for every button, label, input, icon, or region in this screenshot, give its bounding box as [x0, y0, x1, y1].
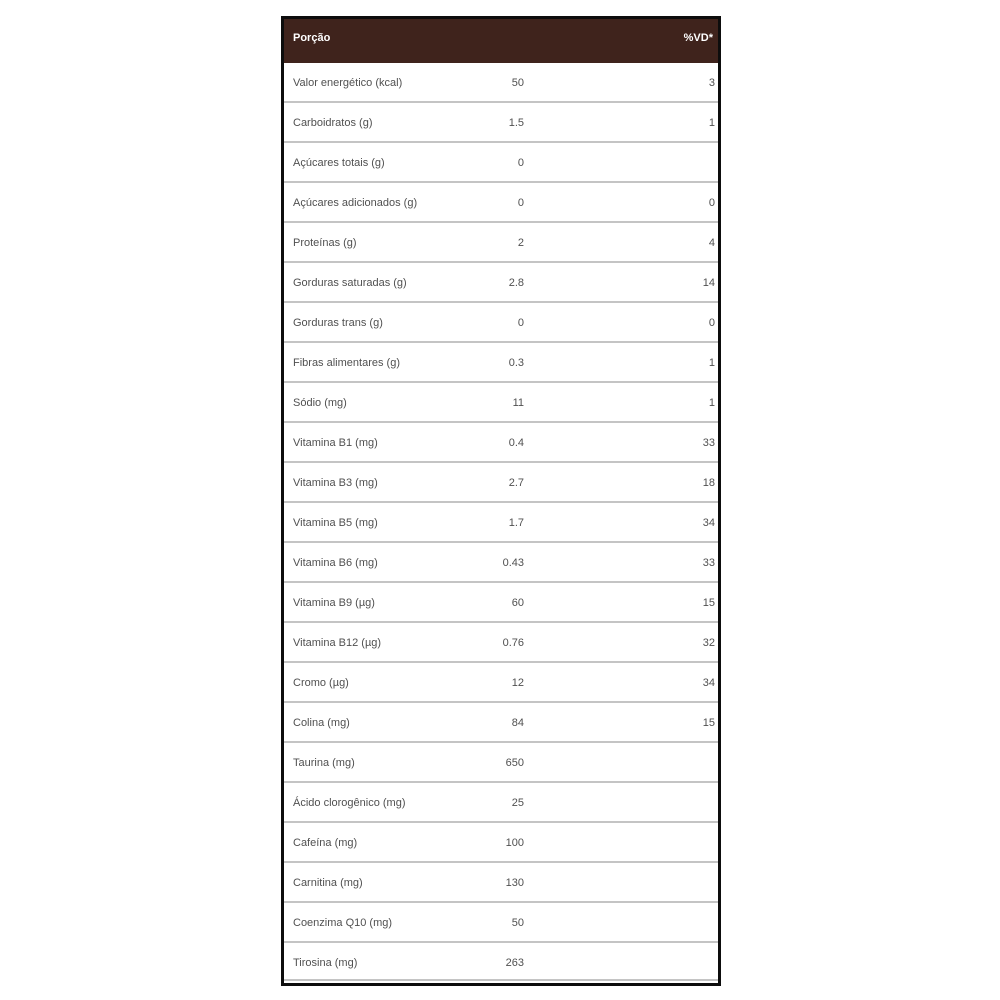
table-row	[284, 783, 718, 823]
table-row	[284, 583, 718, 623]
nutrient-amount: 50	[511, 77, 524, 89]
nutrient-name: Vitamina B6 (mg)	[293, 557, 378, 569]
table-row	[284, 623, 718, 663]
portion-header-label: Porção	[293, 32, 331, 44]
nutrient-name: Gorduras trans (g)	[293, 317, 383, 329]
nutrient-amount: 0	[517, 157, 524, 169]
nutrient-name: Carnitina (mg)	[293, 877, 363, 889]
nutrient-vd: 1	[708, 357, 715, 369]
nutrient-name: Cafeína (mg)	[293, 837, 358, 849]
nutrient-amount: 0	[517, 197, 524, 209]
table-row	[284, 263, 718, 303]
nutrient-name: Valor energético (kcal)	[293, 77, 403, 89]
nutrient-vd: 33	[702, 437, 715, 449]
table-row	[284, 143, 718, 183]
nutrient-amount: 1.7	[508, 517, 524, 529]
table-row	[284, 103, 718, 143]
nutrient-amount: 0.4	[508, 437, 524, 449]
nutrient-amount: 84	[511, 717, 524, 729]
table-row	[284, 903, 718, 943]
nutrient-vd: 4	[708, 237, 715, 249]
table-row	[284, 383, 718, 423]
table-row	[284, 223, 718, 263]
nutrient-amount: 25	[511, 797, 524, 809]
nutrient-amount: 11	[512, 397, 524, 409]
nutrient-amount: 12	[511, 677, 524, 689]
nutrient-name: Ácido clorogênico (mg)	[293, 797, 406, 809]
table-row	[284, 543, 718, 583]
table-row	[284, 663, 718, 703]
nutrient-amount: 1.5	[508, 117, 524, 129]
nutrient-amount: 263	[505, 957, 524, 969]
table-header	[284, 19, 718, 63]
table-row	[284, 183, 718, 223]
nutrient-name: Vitamina B1 (mg)	[293, 437, 378, 449]
nutrient-vd: 1	[708, 117, 715, 129]
nutrient-amount: 0.3	[508, 357, 524, 369]
nutrient-amount: 2.7	[508, 477, 524, 489]
nutrient-amount: 60	[511, 597, 524, 609]
nutrient-name: Açúcares adicionados (g)	[293, 197, 418, 209]
nutrient-amount: 0	[517, 317, 524, 329]
table-row	[284, 63, 718, 103]
nutrient-name: Vitamina B12 (µg)	[293, 637, 382, 649]
nutrient-vd: 14	[702, 277, 715, 289]
nutrient-name: Cromo (µg)	[293, 677, 349, 689]
nutrient-vd: 15	[702, 597, 715, 609]
table-row	[284, 303, 718, 343]
nutrient-amount: 2.8	[508, 277, 524, 289]
table-row	[284, 463, 718, 503]
nutrient-vd: 0	[708, 197, 715, 209]
table-row	[284, 703, 718, 743]
nutrient-amount: 2	[517, 237, 524, 249]
nutrition-table	[281, 16, 721, 986]
table-row	[284, 823, 718, 863]
nutrient-vd: 1	[708, 397, 715, 409]
nutrient-name: Tirosina (mg)	[293, 957, 358, 969]
nutrient-name: Colina (mg)	[293, 717, 350, 729]
vd-header-label: %VD*	[683, 32, 713, 44]
nutrient-name: Proteínas (g)	[293, 237, 357, 249]
nutrient-name: Coenzima Q10 (mg)	[293, 917, 393, 929]
table-row	[284, 503, 718, 543]
nutrient-name: Vitamina B5 (mg)	[293, 517, 378, 529]
nutrient-name: Gorduras saturadas (g)	[293, 277, 407, 289]
nutrient-vd: 18	[702, 477, 715, 489]
nutrient-vd: 34	[702, 517, 715, 529]
nutrient-amount: 0.43	[502, 557, 524, 569]
nutrient-amount: 650	[505, 757, 524, 769]
nutrient-vd: 3	[708, 77, 715, 89]
table-row	[284, 943, 718, 981]
nutrient-name: Vitamina B3 (mg)	[293, 477, 378, 489]
nutrient-name: Fibras alimentares (g)	[293, 357, 400, 369]
nutrient-name: Vitamina B9 (µg)	[293, 597, 375, 609]
nutrient-amount: 130	[505, 877, 524, 889]
table-body	[284, 63, 718, 981]
nutrient-name: Taurina (mg)	[293, 757, 355, 769]
nutrient-vd: 15	[702, 717, 715, 729]
nutrient-amount: 100	[505, 837, 524, 849]
nutrient-name: Açúcares totais (g)	[293, 157, 385, 169]
nutrient-name: Sódio (mg)	[293, 397, 347, 409]
table-row	[284, 423, 718, 463]
table-row	[284, 863, 718, 903]
nutrient-vd: 32	[702, 637, 715, 649]
nutrient-name: Carboidratos (g)	[293, 117, 373, 129]
table-row	[284, 743, 718, 783]
nutrient-amount: 0.76	[502, 637, 524, 649]
table-row	[284, 343, 718, 383]
nutrient-vd: 33	[702, 557, 715, 569]
nutrient-vd: 34	[702, 677, 715, 689]
nutrient-vd: 0	[708, 317, 715, 329]
nutrient-amount: 50	[511, 917, 524, 929]
